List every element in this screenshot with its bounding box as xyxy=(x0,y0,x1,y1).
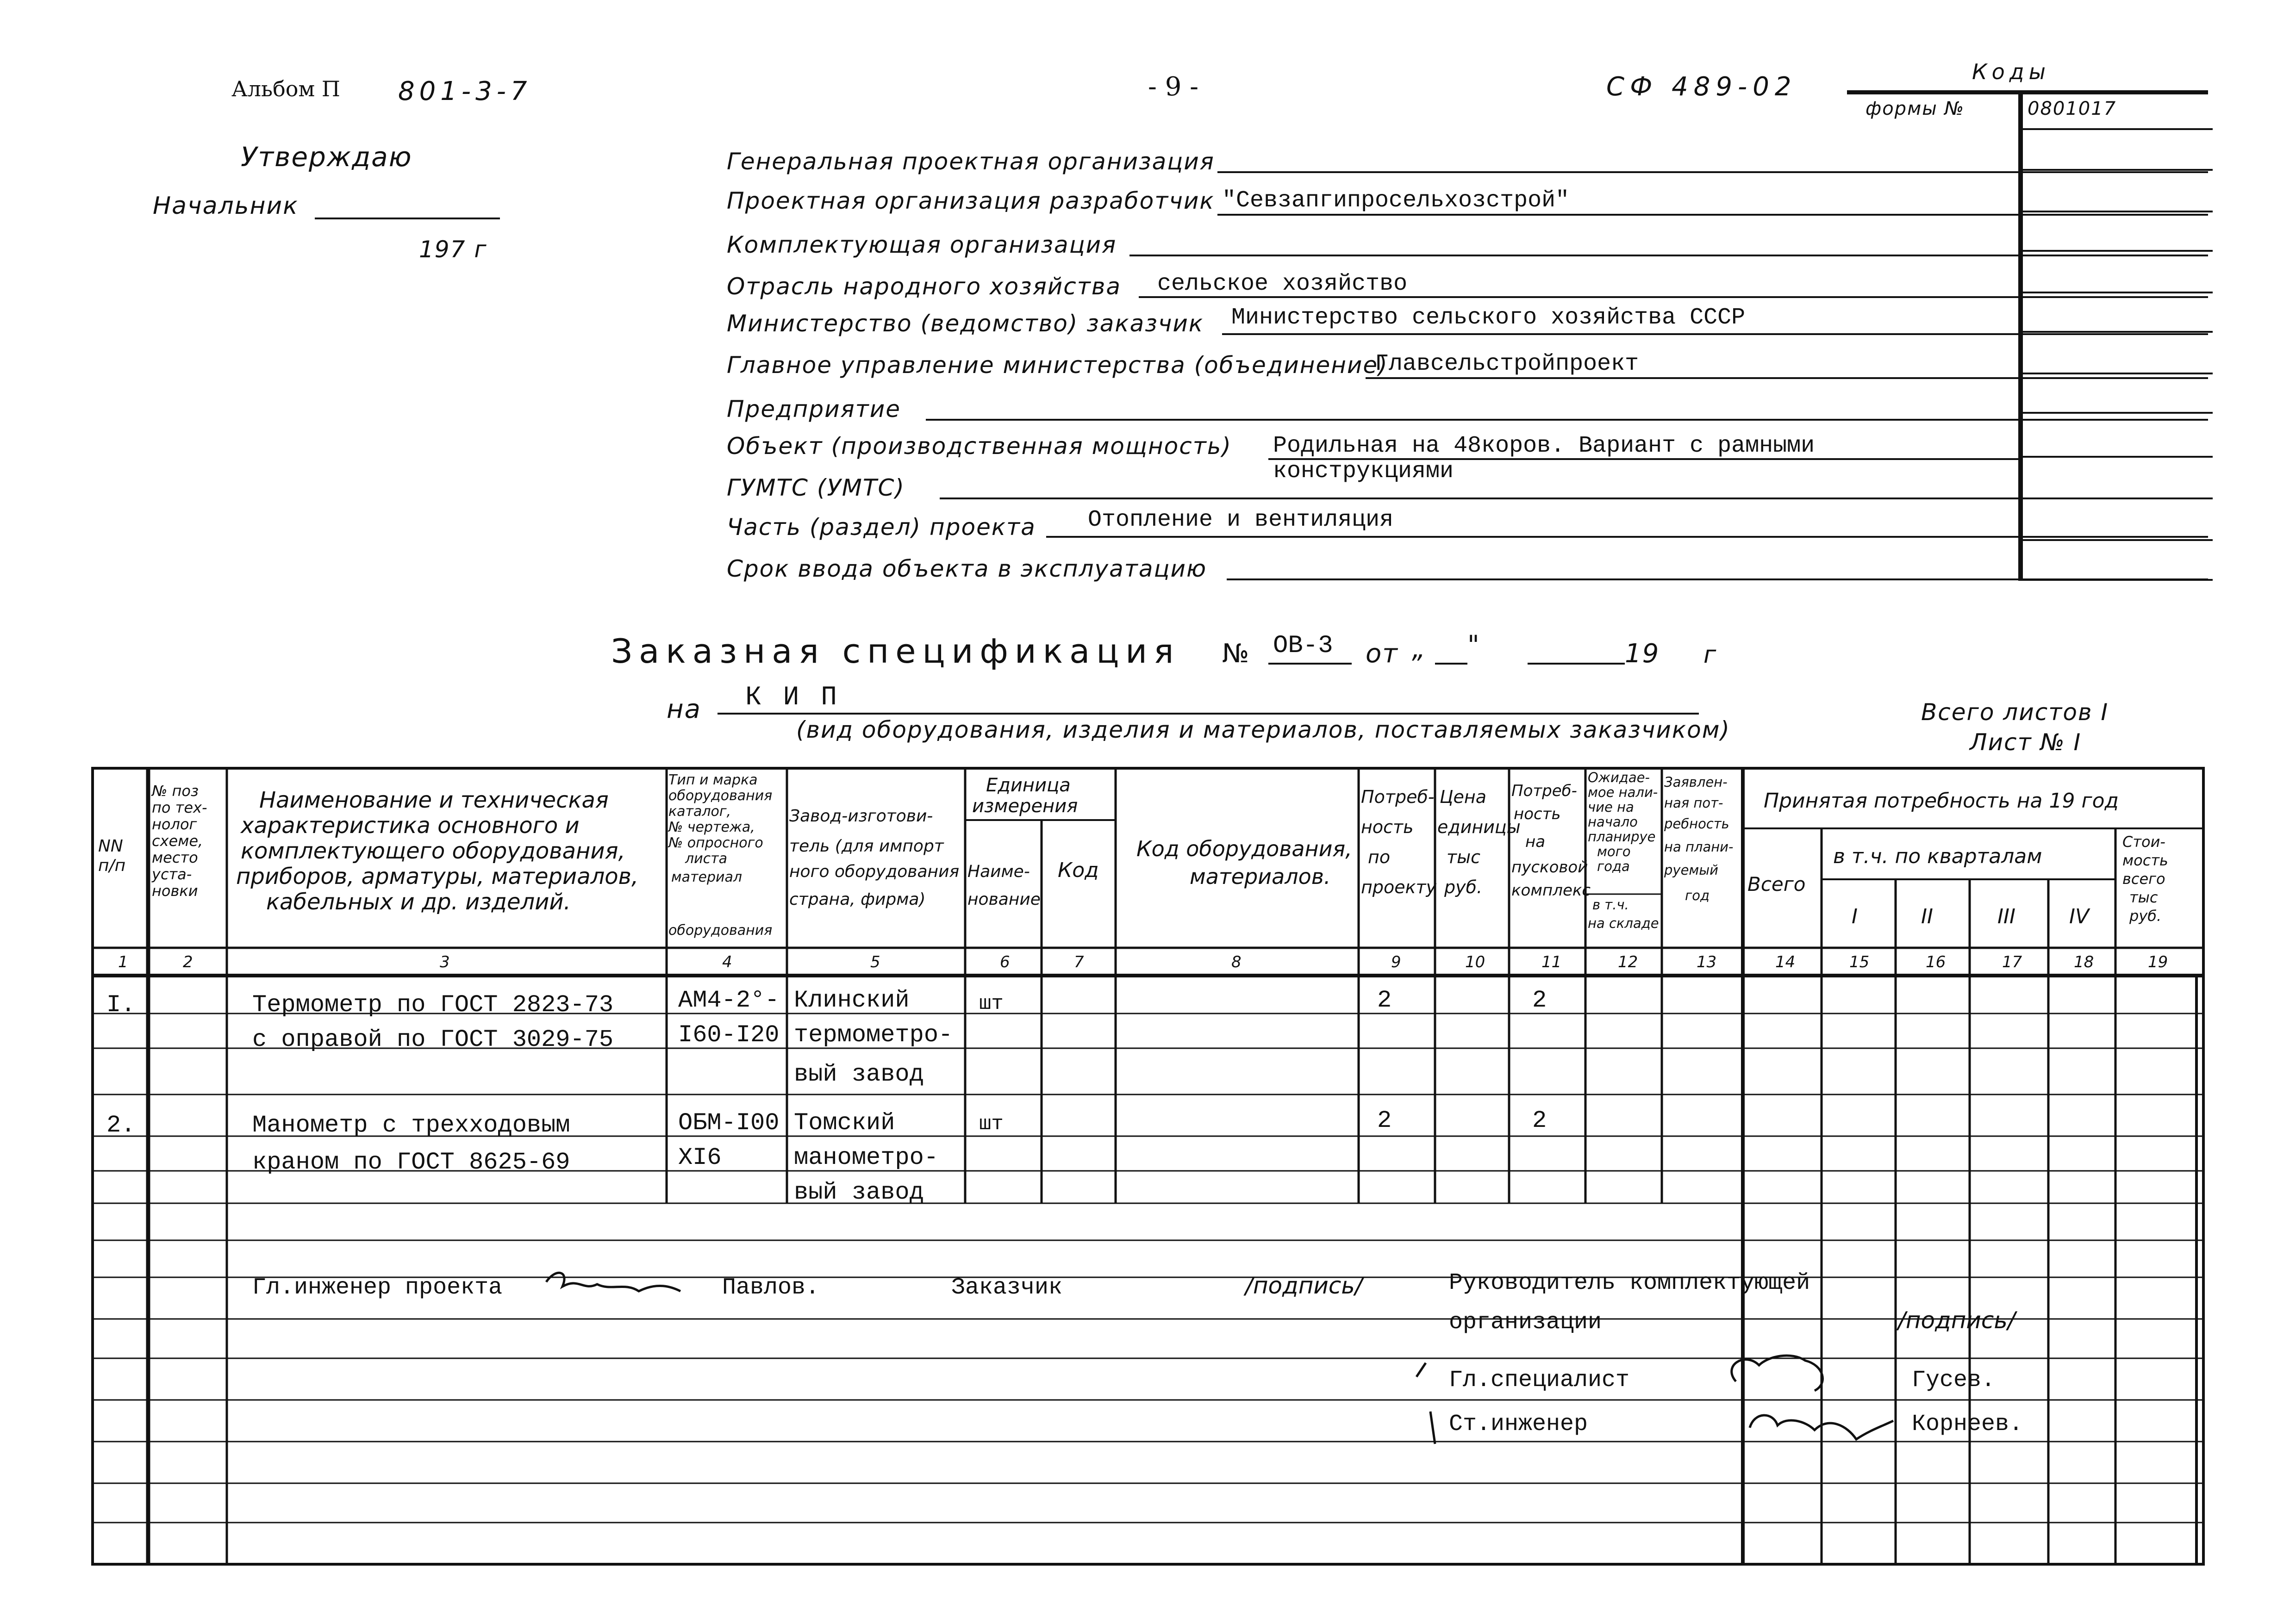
sig-org-head: Руководитель комплектующей xyxy=(1449,1270,1810,1296)
h-c2-line2: по тех- xyxy=(152,799,207,816)
spec-title: Заказная спецификация xyxy=(611,632,1180,671)
h-c5-line2: тель (для импорт xyxy=(789,837,944,856)
sig-specialist-name: Гусев. xyxy=(1912,1367,1996,1393)
h-c2-line5: место xyxy=(152,849,198,866)
h-c12-line3: чие на xyxy=(1588,799,1634,815)
item-1-qty-start: 2 xyxy=(1532,987,1547,1014)
item-1-qty-project: 2 xyxy=(1377,987,1392,1014)
item-1-maker-1: Клинский xyxy=(794,987,910,1014)
h-c2-line1: № поз xyxy=(152,782,199,800)
colnum-16: 16 xyxy=(1926,953,1946,971)
colnum-5: 5 xyxy=(870,953,880,971)
h-c67-line2: измерения xyxy=(972,796,1078,817)
colnum-11: 11 xyxy=(1541,953,1562,971)
subject-caption: (вид оборудования, изделия и материалов, поставляемых заказчиком) xyxy=(796,716,1730,743)
item-1-maker-2: термометро- xyxy=(794,1021,953,1049)
h-c11-line1: Потреб- xyxy=(1511,782,1577,800)
colnum-4: 4 xyxy=(722,953,732,971)
subject-on: на xyxy=(667,694,701,724)
h-c19-line2: мость xyxy=(2122,852,2168,869)
h-c3-line5: кабельных и др. изделий. xyxy=(266,889,571,915)
field-industry-value: сельское хозяйство xyxy=(1157,271,1408,297)
h-c19-line1: Стои- xyxy=(2122,833,2165,851)
h-c9-line2: ность xyxy=(1361,817,1414,837)
h-c4-line5: № опросного xyxy=(668,835,763,851)
field-object-value-2: конструкциями xyxy=(1273,458,1454,485)
spec-from: от xyxy=(1366,639,1398,669)
column-numbers xyxy=(118,953,2168,971)
h-c5-line1: Завод-изготови- xyxy=(789,807,933,826)
h-c13-line6: год xyxy=(1685,888,1710,903)
chief-label: Начальник xyxy=(153,192,299,220)
h-c11-line5: комплекс xyxy=(1511,881,1591,900)
field-department-label: Главное управление министерства (объединение) xyxy=(727,352,1388,379)
item-1-name-1: Термометр по ГОСТ 2823-73 xyxy=(252,991,614,1019)
field-design-org-value: "Севзапгипросельхозстрой" xyxy=(1222,187,1570,214)
h-c4-line1: Тип и марка xyxy=(668,772,758,788)
total-sheets: Всего листов I xyxy=(1921,699,2109,726)
colnum-10: 10 xyxy=(1465,953,1485,971)
item-1-number: I. xyxy=(106,991,136,1019)
sig-slot-customer: /подпись/ xyxy=(1245,1272,1363,1299)
table-row xyxy=(106,1107,1547,1206)
specialist-signature xyxy=(1732,1356,1823,1391)
h-c9-line1: Потреб- xyxy=(1361,787,1435,807)
colnum-6: 6 xyxy=(1000,953,1010,971)
approval-year: 197 г xyxy=(419,236,487,263)
field-deadline-label: Срок ввода объекта в эксплуатацию xyxy=(727,555,1207,582)
h-c12-line4: начало xyxy=(1588,814,1638,830)
h-c10-line3: тыс xyxy=(1447,847,1481,867)
field-section-label: Часть (раздел) проекта xyxy=(727,514,1036,541)
item-1-name-2: с оправой по ГОСТ 3029-75 xyxy=(252,1026,614,1053)
spec-quote-open: „ xyxy=(1412,634,1427,664)
h-c2-line3: нолог xyxy=(152,815,197,833)
chief-engineer-signature xyxy=(546,1273,680,1291)
field-design-org-label: Проектная организация разработчик xyxy=(727,187,1215,214)
colnum-9: 9 xyxy=(1391,953,1401,971)
page-number: - 9 - xyxy=(1148,72,1199,102)
h-c5-line3: ного оборудования xyxy=(789,862,960,881)
h-c4-line2: оборудования xyxy=(668,788,773,804)
sig-engineer-name: Корнеев. xyxy=(1912,1411,2023,1437)
h-q4: IV xyxy=(2069,905,2090,928)
h-q2: II xyxy=(1921,905,1933,928)
h-c8-line2: материалов. xyxy=(1190,864,1331,889)
h-c67-line1: Единица xyxy=(986,775,1071,796)
field-general-org-label: Генеральная проектная организация xyxy=(727,148,1215,175)
h-c13-line3: ребность xyxy=(1664,816,1729,832)
field-object-value: Родильная на 48коров. Вариант с рамными xyxy=(1273,433,1815,459)
h-c9-line3: по xyxy=(1368,847,1391,867)
h-c13-line4: на плани- xyxy=(1664,839,1734,855)
colnum-18: 18 xyxy=(2074,953,2094,971)
h-c12-line6: мого xyxy=(1597,844,1631,859)
item-2-name-2: краном по ГОСТ 8625-69 xyxy=(252,1149,570,1176)
item-2-unit: шт xyxy=(979,1113,1004,1136)
colnum-13: 13 xyxy=(1697,953,1717,971)
signature-block xyxy=(252,1270,2023,1444)
album-number: 801-3-7 xyxy=(398,76,532,106)
field-gumts-label: ГУМТС (УМТС) xyxy=(727,474,905,501)
h-c2-line7: новки xyxy=(152,882,198,900)
item-2-type-2: XI6 xyxy=(678,1144,722,1171)
spec-number-label: № xyxy=(1222,639,1249,669)
sig-customer: Заказчик xyxy=(951,1275,1063,1301)
h-c11-line2: ность xyxy=(1514,805,1561,823)
colnum-1: 1 xyxy=(118,953,128,971)
h-c4-line8: оборудования xyxy=(668,922,773,939)
colnum-8: 8 xyxy=(1231,953,1242,971)
h-c13-line1: Заявлен- xyxy=(1664,774,1728,790)
field-ministry-label: Министерство (ведомство) заказчик xyxy=(727,310,1204,337)
h-c9-line4: проекту xyxy=(1361,877,1437,897)
h-c13-line2: ная пот- xyxy=(1664,795,1723,811)
spec-quote-close: " xyxy=(1467,630,1480,660)
subject-value: К И П xyxy=(745,683,840,713)
h-c1-line2: п/п xyxy=(98,856,126,875)
colnum-19: 19 xyxy=(2148,953,2168,971)
table-body xyxy=(106,987,1547,1206)
h-c11-line4: пусковой xyxy=(1511,858,1588,877)
sig-chief-engineer-name: Павлов. xyxy=(722,1275,820,1301)
h-c4-line4: № чертежа, xyxy=(668,819,755,835)
h-c3-line1: Наименование и техническая xyxy=(259,787,609,813)
colnum-17: 17 xyxy=(2002,953,2022,971)
h-c11-line3: на xyxy=(1525,833,1546,851)
h-c19-line4: тыс xyxy=(2129,889,2158,906)
item-2-qty-project: 2 xyxy=(1377,1107,1392,1134)
engineer-mark xyxy=(1430,1412,1435,1444)
h-c1-line1: NN xyxy=(98,837,123,856)
h-c12-line8: в т.ч. xyxy=(1592,897,1629,913)
album-label: Альбом П xyxy=(231,76,341,101)
field-department-value: Главсельстройпроект xyxy=(1375,351,1639,377)
colnum-2: 2 xyxy=(183,953,193,971)
h-c6-line2: нование xyxy=(967,890,1041,909)
field-industry-label: Отрасль народного хозяйства xyxy=(727,273,1121,300)
h-c12-line2: мое нали- xyxy=(1588,784,1658,800)
specialist-mark xyxy=(1416,1363,1426,1377)
h-group: Принятая потребность на 19 год xyxy=(1764,789,2119,813)
h-c7: Код xyxy=(1058,858,1099,882)
sig-engineer: Ст.инженер xyxy=(1449,1411,1588,1437)
field-ministry-value: Министерство сельского хозяйства СССР xyxy=(1231,305,1746,331)
h-c14: Всего xyxy=(1747,873,1806,895)
h-c19-line5: руб. xyxy=(2129,907,2162,925)
h-c4-line3: каталог, xyxy=(668,803,731,820)
h-q1: I xyxy=(1852,905,1858,928)
h-c10-line2: единицы xyxy=(1437,817,1521,837)
item-1-maker-3: вый завод xyxy=(794,1061,924,1088)
h-c3-line2: характеристика основного и xyxy=(241,813,580,839)
sig-chief-engineer: Гл.инженер проекта xyxy=(252,1275,503,1301)
h-c4-line6: листа xyxy=(685,851,728,867)
spec-number: ОВ-3 xyxy=(1273,632,1333,660)
field-section-value: Отопление и вентиляция xyxy=(1088,507,1394,533)
item-2-maker-2: манометро- xyxy=(794,1144,939,1171)
field-enterprise-label: Предприятие xyxy=(727,396,901,423)
h-c4-line7: материал xyxy=(671,869,742,885)
h-quarters-label: в т.ч. по кварталам xyxy=(1833,845,2042,868)
item-1-type-2: I60-I20 xyxy=(678,1021,780,1049)
sheet-code: СФ 489-02 xyxy=(1606,72,1797,102)
field-supply-org-label: Комплектующая организация xyxy=(727,231,1117,258)
colnum-7: 7 xyxy=(1074,953,1084,971)
h-q3: III xyxy=(1997,905,2015,928)
h-c3-line3: комплектующего оборудования, xyxy=(241,838,625,864)
spec-year: 19 xyxy=(1625,639,1660,669)
item-2-maker-1: Томский xyxy=(794,1109,895,1137)
codes-label: Коды xyxy=(1972,59,2050,84)
h-c12-line9: на складе xyxy=(1588,915,1659,931)
sheet-number: Лист № I xyxy=(1970,729,2082,756)
item-2-qty-start: 2 xyxy=(1532,1107,1547,1134)
colnum-3: 3 xyxy=(440,953,450,971)
item-2-number: 2. xyxy=(106,1112,136,1139)
item-1-type-1: АМ4-2°- xyxy=(678,987,780,1014)
sig-slot-org: /подпись/ xyxy=(1898,1307,2015,1334)
h-c2-line6: уста- xyxy=(152,865,192,883)
h-c8-line1: Код оборудования, xyxy=(1136,836,1352,861)
h-c6-line1: Наиме- xyxy=(967,862,1030,881)
h-c12-line7: года xyxy=(1597,858,1630,874)
sig-org-head-2: организации xyxy=(1449,1309,1602,1336)
table-header xyxy=(98,770,2168,939)
h-c10-line4: руб. xyxy=(1444,877,1483,897)
form-code: 0801017 xyxy=(2028,98,2117,119)
sig-specialist: Гл.специалист xyxy=(1449,1367,1630,1393)
approve-label: Утверждаю xyxy=(241,141,412,173)
h-c19-line3: всего xyxy=(2122,870,2165,888)
form-label: формы № xyxy=(1866,98,1965,119)
spec-year-g: г xyxy=(1703,641,1717,669)
item-2-type-1: ОБМ-I00 xyxy=(678,1109,780,1137)
h-c12-line5: планируе xyxy=(1588,829,1656,845)
h-c2-line4: схеме, xyxy=(152,832,203,850)
h-c12-line1: Ожидае- xyxy=(1588,770,1650,785)
item-2-maker-3: вый завод xyxy=(794,1179,924,1206)
h-c3-line4: приборов, арматуры, материалов, xyxy=(236,864,639,889)
h-c10-line1: Цена xyxy=(1440,787,1487,807)
h-c5-line4: страна, фирма) xyxy=(789,890,926,909)
table-row xyxy=(106,987,1547,1088)
colnum-14: 14 xyxy=(1775,953,1796,971)
item-2-name-1: Манометр с трехходовым xyxy=(252,1112,570,1139)
field-object-label: Объект (производственная мощность) xyxy=(727,433,1232,460)
item-1-unit: шт xyxy=(979,992,1004,1015)
colnum-15: 15 xyxy=(1849,953,1870,971)
colnum-12: 12 xyxy=(1618,953,1638,971)
h-c13-line5: руемый xyxy=(1664,862,1719,878)
